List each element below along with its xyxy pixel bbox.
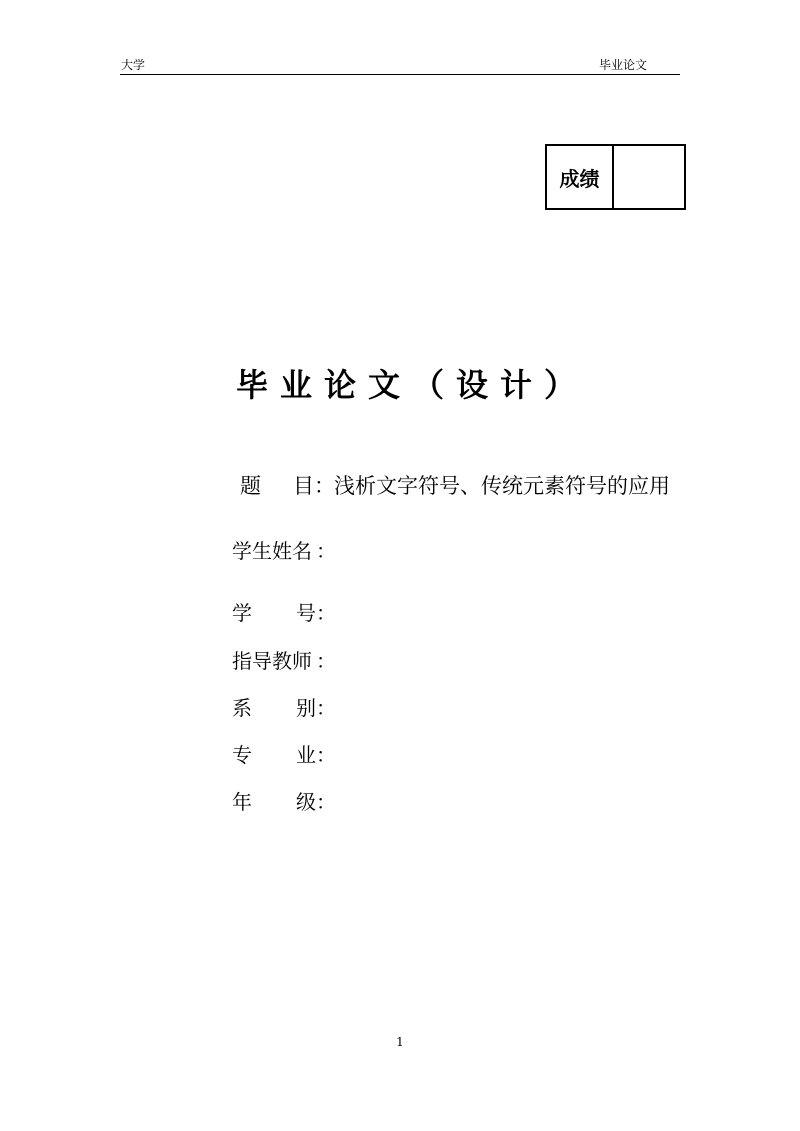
field-student-id: [232, 597, 336, 626]
field-label-text: 学生姓名: [232, 539, 312, 563]
field-label-text-2: 级: [296, 790, 316, 814]
field-label: [232, 645, 316, 674]
field-advisor: [232, 645, 336, 674]
topic-label-char-1: 题: [240, 474, 261, 498]
field-label-text: 年: [232, 790, 252, 814]
field-label-text: 学: [232, 601, 252, 625]
field-student-name: [232, 535, 336, 564]
header-school: 大学: [121, 58, 146, 72]
field-label: [232, 535, 316, 564]
field-grade-year: [232, 786, 336, 815]
page-number: 1: [396, 1035, 404, 1049]
field-label-text-2: 号: [296, 601, 316, 625]
field-colon: ：: [316, 790, 336, 814]
header-doc-type: 毕业论文: [599, 58, 648, 72]
topic-label: [240, 470, 314, 500]
field-label-text-2: 业: [296, 743, 316, 767]
field-colon: ：: [316, 539, 336, 563]
field-colon: ：: [316, 649, 336, 673]
field-colon: ：: [316, 601, 336, 625]
topic-row: [240, 470, 670, 500]
thesis-title: 毕业论文（设计）: [236, 366, 589, 404]
field-label: [232, 739, 316, 768]
field-label: [232, 597, 316, 626]
field-label-text: 专: [232, 743, 252, 767]
field-department: [232, 692, 336, 721]
field-label-text: 指导教师: [232, 649, 312, 673]
grade-label: 成绩: [547, 146, 614, 208]
field-label-text: 系: [232, 696, 252, 720]
header-divider: [120, 74, 680, 75]
grade-table: [545, 144, 686, 210]
field-major: [232, 739, 336, 768]
field-colon: ：: [316, 743, 336, 767]
topic-label-char-2: 目: [293, 474, 314, 498]
topic-value: 浅析文字符号、传统元素符号的应用: [334, 474, 670, 498]
grade-value-cell: [614, 146, 684, 208]
field-label: [232, 786, 316, 815]
topic-colon: ：: [314, 474, 335, 498]
field-label-text-2: 别: [296, 696, 316, 720]
field-colon: ：: [316, 696, 336, 720]
field-label: [232, 692, 316, 721]
